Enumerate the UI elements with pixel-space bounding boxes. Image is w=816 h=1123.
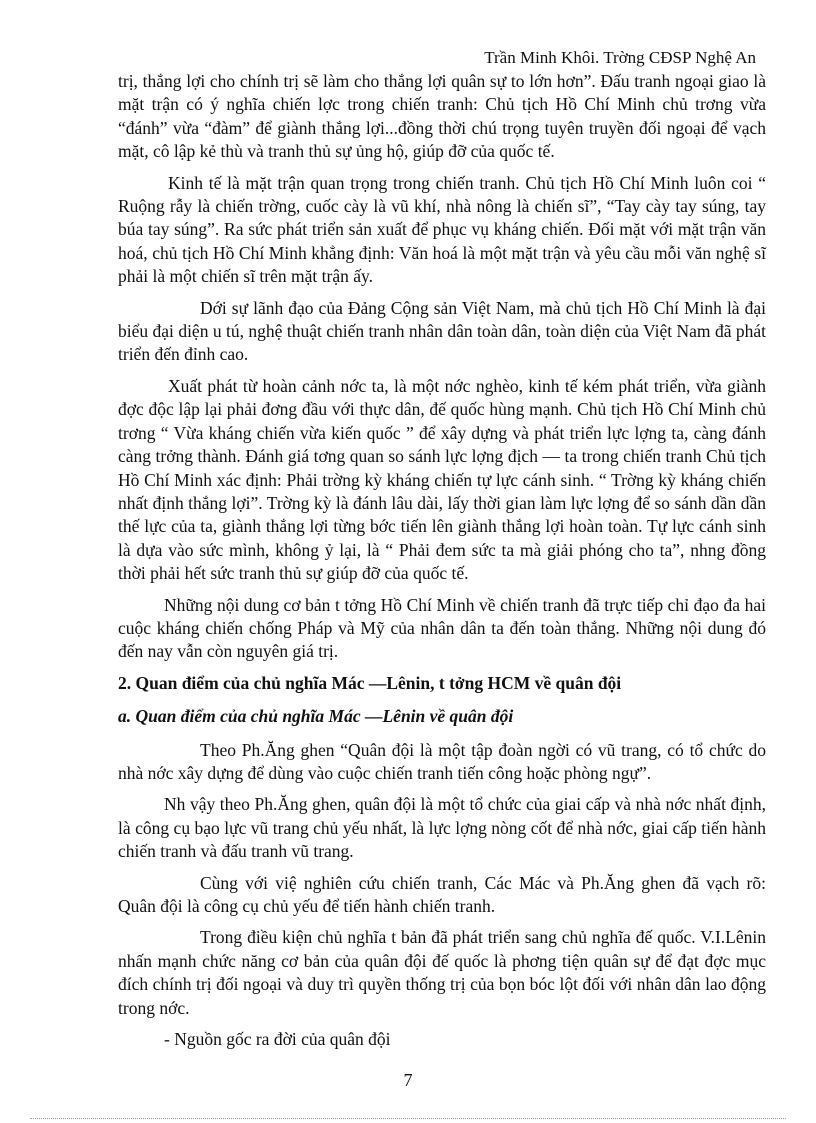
- paragraph: Nh vậy theo Ph.Ăng ghen, quân đội là một tổ chức của giai cấp và nhà nớc nhất định, là công cụ bạo lực vũ trang chủ yếu nhất, là lực lợng nòng cốt để nhà nớc, giai cấp tiến hành chiến tranh và đấu tranh vũ trang.: [118, 794, 766, 862]
- paragraph: trị, thắng lợi cho chính trị sẽ làm cho thắng lợi quân sự to lớn hơn”. Đấu tranh ngoại giao là mặt trận có ý nghĩa chiến lợc trong chiến tranh: Chủ tịch Hồ Chí Minh chủ trơng vừa “đánh” vừa “đàm” để giành thắng lợi...đồng thời chú trọng tuyên truyền đối ngoại để vạch mặt, cô lập kẻ thù và tranh thủ sự ủng hộ, giúp đỡ của quốc tế.: [118, 71, 766, 162]
- footer-divider: [30, 1118, 786, 1119]
- section-heading: 2. Quan điểm của chủ nghĩa Mác —Lênin, t tởng HCM về quân đội: [118, 672, 622, 693]
- paragraph: Trong điều kiện chủ nghĩa t bản đã phát triển sang chủ nghĩa đế quốc. V.I.Lênin nhấn mạnh chức năng cơ bản của quân đội đế quốc là phơng tiện quân sự để đạt đợc mục đích chính trị đối ngoại và duy trì quyền thống trị của bọn bóc lột đối với nhân dân lao động trong nớc.: [118, 927, 766, 1018]
- paragraph: Theo Ph.Ăng ghen “Quân đội là một tập đoàn ngời có vũ trang, có tổ chức do nhà nớc xây dựng để dùng vào cuộc chiến tranh tiến công hoặc phòng ngự”.: [118, 739, 766, 783]
- paragraph: Những nội dung cơ bản t tởng Hồ Chí Minh về chiến tranh đã trực tiếp chỉ đạo đa hai cuộc kháng chiến chống Pháp và Mỹ của nhân dân ta đến toàn thắng. Những nội dung đó đến nay vẫn còn nguyên giá trị.: [118, 594, 766, 662]
- subsection-heading: a. Quan điểm của chủ nghĩa Mác —Lênin về quân đội: [118, 706, 514, 727]
- paragraph: Xuất phát từ hoàn cảnh nớc ta, là một nớc nghèo, kinh tế kém phát triển, vừa giành đợc độc lập lại phải đơng đầu với thực dân, đế quốc hùng mạnh. Chủ tịch Hồ Chí Minh chủ trơng “ Vừa kháng chiến vừa kiến quốc ” để xây dựng và phát triển lực lợng ta, càng đánh càng trởng thành. Đánh giá tơng quan so sánh lực lợng địch — ta trong chiến tranh Chủ tịch Hồ Chí Minh xác định: Phải trờng kỳ kháng chiến tự lực cánh sinh. “ Trờng kỳ kháng chiến nhất định thắng lợi”. Trờng kỳ là đánh lâu dài, lấy thời gian làm lực lợng để so sánh dần dần thế lực của ta, giành thắng lợi từng bớc tiến lên giành thắng lợi hoàn toàn. Tự lực cánh sinh là dựa vào sức mình, không ỷ lại, là “ Phải đem sức ta mà giải phóng cho ta”, nhng đồng thời phải hết sức tranh thủ sự giúp đỡ của quốc tế.: [118, 375, 766, 584]
- paragraph: Dới sự lãnh đạo của Đảng Cộng sản Việt Nam, mà chủ tịch Hồ Chí Minh là đại biểu đại diện u tú, nghệ thuật chiến tranh nhân dân toàn dân, toàn diện của Việt Nam đã phát triển đến đỉnh cao.: [118, 297, 766, 365]
- page-header: Trần Minh Khôi. Trờng CĐSP Nghệ An: [484, 48, 756, 67]
- bullet-item: - Nguồn gốc ra đời của quân đội: [164, 1029, 391, 1050]
- page-number: 7: [403, 1070, 413, 1090]
- paragraph: Kinh tế là mặt trận quan trọng trong chiến tranh. Chủ tịch Hồ Chí Minh luôn coi “ Ruộng rẫy là chiến trờng, cuốc cày là vũ khí, nhà nông là chiến sĩ”, “Tay cày tay súng, tay búa tay súng”. Ra sức phát triển sản xuất để phục vụ kháng chiến. Đối mặt với mặt trận văn hoá, chủ tịch Hồ Chí Minh khẳng định: Văn hoá là một mặt trận và yêu cầu mỗi văn nghệ sĩ phải là một chiến sĩ trên mặt trận ấy.: [118, 172, 766, 287]
- document-body: [118, 70, 766, 1059]
- paragraph: Cùng với việ nghiên cứu chiến tranh, Các Mác và Ph.Ăng ghen đã vạch rõ: Quân đội là công cụ chủ yếu để tiến hành chiến tranh.: [118, 872, 766, 916]
